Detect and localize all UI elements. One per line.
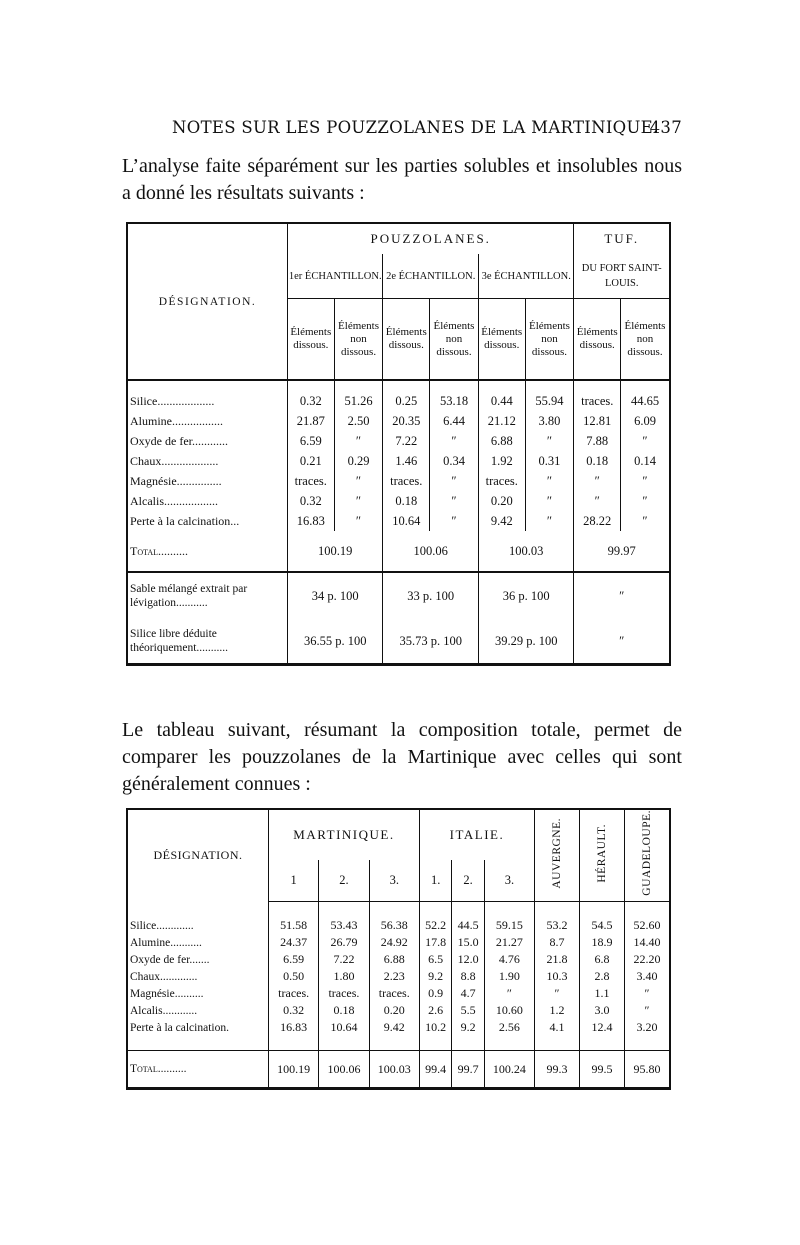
cell-value: 52.60 <box>625 901 671 934</box>
cell-value: traces. <box>574 380 621 411</box>
sable-value: 34 p. 100 <box>288 572 383 619</box>
cell-value: ″ <box>621 471 670 491</box>
cell-value: 56.38 <box>369 901 419 934</box>
guadeloupe-label: GUADELOUPE. <box>641 810 653 896</box>
cell-value: 7.22 <box>319 951 369 968</box>
table-row <box>127 431 670 451</box>
cell-value: 21.8 <box>535 951 580 968</box>
cell-value: 3.20 <box>625 1019 671 1051</box>
total-label: Total.......... <box>127 531 288 572</box>
cell-value: 0.14 <box>621 451 670 471</box>
cell-value: 24.92 <box>369 934 419 951</box>
cell-value: 54.5 <box>580 901 625 934</box>
total-value: 99.7 <box>452 1051 484 1089</box>
cell-value: 15.0 <box>452 934 484 951</box>
total-value: 100.03 <box>478 531 573 572</box>
row-label: Alumine........... <box>127 934 269 951</box>
total-composition-table <box>126 808 671 1090</box>
cell-value: 7.88 <box>574 431 621 451</box>
silice-libre-value: 35.73 p. 100 <box>383 619 478 665</box>
row-label: Chaux............. <box>127 968 269 985</box>
col-dissous: Éléments dissous. <box>478 299 525 381</box>
cell-value: traces. <box>369 985 419 1002</box>
cell-value: 52.2 <box>419 901 451 934</box>
cell-value: 3.40 <box>625 968 671 985</box>
table-row <box>127 901 670 934</box>
cell-value: ″ <box>525 431 574 451</box>
cell-value: 0.29 <box>334 451 383 471</box>
cell-value: 55.94 <box>525 380 574 411</box>
row-label: Perte à la calcination... <box>127 511 288 531</box>
running-title: NOTES SUR LES POUZZOLANES DE LA MARTINIQUE. <box>172 118 659 137</box>
row-label: Alcalis............ <box>127 1002 269 1019</box>
italie-sub-1: 1. <box>419 860 451 901</box>
cell-value: ″ <box>334 431 383 451</box>
sample-2-header: 2e ÉCHANTILLON. <box>383 254 478 299</box>
cell-value: 0.20 <box>478 491 525 511</box>
cell-value: 0.9 <box>419 985 451 1002</box>
total-value: 95.80 <box>625 1051 671 1089</box>
row-label: Magnésie............... <box>127 471 288 491</box>
designation-header: DÉSIGNATION. <box>127 809 269 901</box>
table-row <box>127 985 670 1002</box>
cell-value: 0.18 <box>574 451 621 471</box>
silice-libre-value: ″ <box>574 619 670 665</box>
cell-value: ″ <box>625 985 671 1002</box>
total-value: 100.06 <box>319 1051 369 1089</box>
cell-value: ″ <box>621 431 670 451</box>
silice-libre-value: 36.55 p. 100 <box>303 633 367 648</box>
cell-value: 2.50 <box>334 411 383 431</box>
sable-label: Sable mélangé extrait par lévigation........... <box>127 572 288 619</box>
cell-value: 51.58 <box>280 918 308 933</box>
cell-value: 0.20 <box>369 1002 419 1019</box>
cell-value: 10.60 <box>484 1002 534 1019</box>
cell-value: 14.40 <box>625 934 671 951</box>
cell-value: 0.32 <box>299 393 322 408</box>
cell-value: ″ <box>525 471 574 491</box>
soluble-insoluble-table <box>126 222 671 666</box>
table-row <box>127 380 670 411</box>
cell-value: 0.25 <box>383 380 430 411</box>
table-row <box>127 411 670 431</box>
italie-header: ITALIE. <box>419 809 534 860</box>
sable-value: 36 p. 100 <box>478 572 573 619</box>
cell-value: 2.6 <box>419 1002 451 1019</box>
table-row <box>127 451 670 471</box>
tuf-header: TUF. <box>574 223 670 254</box>
cell-value: 2.56 <box>484 1019 534 1051</box>
cell-value: 53.2 <box>535 901 580 934</box>
table-row <box>127 491 670 511</box>
cell-value: 6.88 <box>478 431 525 451</box>
cell-value: 9.2 <box>452 1019 484 1051</box>
cell-value: ″ <box>574 491 621 511</box>
cell-value: ″ <box>525 511 574 531</box>
total-label: Total.......... <box>127 1051 269 1089</box>
cell-value: 16.83 <box>280 1020 308 1035</box>
row-label: Chaux................... <box>127 451 288 471</box>
cell-value: ″ <box>621 511 670 531</box>
cell-value: 12.4 <box>580 1019 625 1051</box>
herault-header <box>580 809 625 901</box>
cell-value: 0.31 <box>525 451 574 471</box>
cell-value: 7.22 <box>383 431 430 451</box>
cell-value: 21.87 <box>296 413 325 428</box>
col-non-dissous: Éléments non dissous. <box>621 299 670 381</box>
cell-value: 8.8 <box>452 968 484 985</box>
cell-value: ″ <box>430 491 479 511</box>
sample-1-header: 1er ÉCHANTILLON. <box>288 254 383 299</box>
cell-value: 0.21 <box>299 453 322 468</box>
martinique-sub-2: 2. <box>319 860 369 901</box>
col-non-dissous: Éléments non dissous. <box>334 299 383 381</box>
cell-value: 9.42 <box>478 511 525 531</box>
sample-3-header: 3e ÉCHANTILLON. <box>478 254 573 299</box>
cell-value: 12.81 <box>574 411 621 431</box>
table-row <box>127 968 670 985</box>
total-value: 100.06 <box>383 531 478 572</box>
cell-value: 1.2 <box>535 1002 580 1019</box>
cell-value: 44.65 <box>621 380 670 411</box>
cell-value: 0.34 <box>430 451 479 471</box>
total-value: 99.5 <box>580 1051 625 1089</box>
cell-value: 9.2 <box>419 968 451 985</box>
cell-value: 20.35 <box>383 411 430 431</box>
cell-value: 10.64 <box>383 511 430 531</box>
cell-value: 6.88 <box>369 951 419 968</box>
cell-value: 24.37 <box>280 935 308 950</box>
cell-value: ″ <box>535 985 580 1002</box>
cell-value: 1.92 <box>478 451 525 471</box>
cell-value: 0.18 <box>319 1002 369 1019</box>
row-label: Perte à la calcination. <box>127 1019 269 1051</box>
row-label: Alcalis.................. <box>127 491 288 511</box>
cell-value: 53.43 <box>319 901 369 934</box>
cell-value: 3.0 <box>580 1002 625 1019</box>
cell-value: traces. <box>294 473 327 488</box>
cell-value: 1.90 <box>484 968 534 985</box>
cell-value: ″ <box>430 431 479 451</box>
cell-value: 28.22 <box>574 511 621 531</box>
cell-value: 6.09 <box>621 411 670 431</box>
cell-value: traces. <box>278 986 310 1001</box>
row-label: Silice............. <box>127 901 269 934</box>
comparison-paragraph: Le tableau suivant, résumant la composition totale, permet de comparer les pouzzolanes de la Martinique avec celles qui sont généralement connues : <box>122 719 682 795</box>
cell-value: ″ <box>525 491 574 511</box>
designation-header: DÉSIGNATION. <box>127 223 288 380</box>
table-row <box>127 1019 670 1051</box>
auvergne-label: AUVERGNE. <box>551 817 563 889</box>
cell-value: traces. <box>478 471 525 491</box>
cell-value: 1.46 <box>383 451 430 471</box>
cell-value: 0.50 <box>283 969 305 984</box>
table-row <box>127 511 670 531</box>
silice-libre-label: Silice libre déduite théoriquement........... <box>127 619 288 665</box>
cell-value: ″ <box>334 511 383 531</box>
cell-value: 18.9 <box>580 934 625 951</box>
row-label: Oxyde de fer............ <box>127 431 288 451</box>
row-label: Alumine................. <box>127 411 288 431</box>
cell-value: 0.44 <box>478 380 525 411</box>
cell-value: 4.1 <box>535 1019 580 1051</box>
cell-value: 59.15 <box>484 901 534 934</box>
page-number: 437 <box>649 118 682 137</box>
cell-value: ″ <box>574 471 621 491</box>
cell-value: ″ <box>334 491 383 511</box>
cell-value: traces. <box>383 471 430 491</box>
cell-value: 53.18 <box>430 380 479 411</box>
cell-value: 17.8 <box>419 934 451 951</box>
cell-value: 21.12 <box>478 411 525 431</box>
cell-value: traces. <box>319 985 369 1002</box>
table-row <box>127 951 670 968</box>
cell-value: 6.5 <box>419 951 451 968</box>
italie-sub-2: 2. <box>452 860 484 901</box>
total-value: 100.19 <box>269 1051 319 1089</box>
cell-value: 5.5 <box>452 1002 484 1019</box>
total-value: 99.3 <box>535 1051 580 1089</box>
col-dissous: Éléments dissous. <box>290 326 332 351</box>
col-non-dissous: Éléments non dissous. <box>525 299 574 381</box>
cell-value: 9.42 <box>369 1019 419 1051</box>
martinique-header: MARTINIQUE. <box>293 827 395 843</box>
cell-value: ″ <box>625 1002 671 1019</box>
cell-value: 2.23 <box>369 968 419 985</box>
table-row <box>127 1002 670 1019</box>
cell-value: 1.80 <box>319 968 369 985</box>
cell-value: 3.80 <box>525 411 574 431</box>
cell-value: ″ <box>484 985 534 1002</box>
row-label: Magnésie.......... <box>127 985 269 1002</box>
cell-value: 21.27 <box>484 934 534 951</box>
cell-value: 0.32 <box>299 493 322 508</box>
cell-value: 10.2 <box>419 1019 451 1051</box>
cell-value: 1.1 <box>580 985 625 1002</box>
cell-value: ″ <box>621 491 670 511</box>
total-value: 100.03 <box>369 1051 419 1089</box>
cell-value: 6.8 <box>580 951 625 968</box>
herault-label: HÉRAULT. <box>596 823 608 883</box>
cell-value: 12.0 <box>452 951 484 968</box>
cell-value: 2.8 <box>580 968 625 985</box>
cell-value: 10.64 <box>319 1019 369 1051</box>
pouzzolanes-header: POUZZOLANES. <box>370 231 491 246</box>
cell-value: 6.44 <box>430 411 479 431</box>
cell-value: 8.7 <box>535 934 580 951</box>
sable-value: 33 p. 100 <box>383 572 478 619</box>
italie-sub-3: 3. <box>484 860 534 901</box>
cell-value: 16.83 <box>296 513 325 528</box>
martinique-sub-3: 3. <box>369 860 419 901</box>
sable-value: ″ <box>574 572 670 619</box>
total-value: 100.24 <box>484 1051 534 1089</box>
auvergne-header <box>535 809 580 901</box>
martinique-sub-1: 1 <box>269 860 319 901</box>
cell-value: ″ <box>430 471 479 491</box>
cell-value: 6.59 <box>283 952 305 967</box>
cell-value: 4.76 <box>484 951 534 968</box>
total-value: 100.19 <box>318 543 353 558</box>
col-dissous: Éléments dissous. <box>574 299 621 381</box>
cell-value: ″ <box>334 471 383 491</box>
cell-value: 4.7 <box>452 985 484 1002</box>
intro-paragraph: L’analyse faite séparément sur les parties solubles et insolubles nous a donné les résultats suivants : <box>122 155 682 204</box>
table-row <box>127 471 670 491</box>
cell-value: 10.3 <box>535 968 580 985</box>
col-non-dissous: Éléments non dissous. <box>430 299 479 381</box>
row-label: Oxyde de fer....... <box>127 951 269 968</box>
cell-value: ″ <box>430 511 479 531</box>
total-value: 99.4 <box>419 1051 451 1089</box>
tuf-sample-header: DU FORT SAINT-LOUIS. <box>574 254 670 299</box>
cell-value: 0.18 <box>383 491 430 511</box>
cell-value: 22.20 <box>625 951 671 968</box>
cell-value: 0.32 <box>283 1003 305 1018</box>
guadeloupe-header <box>625 809 671 901</box>
row-label: Silice................... <box>127 380 288 411</box>
col-dissous: Éléments dissous. <box>383 299 430 381</box>
total-value: 99.97 <box>574 531 670 572</box>
table-row <box>127 934 670 951</box>
cell-value: 26.79 <box>319 934 369 951</box>
cell-value: 51.26 <box>334 380 383 411</box>
cell-value: 6.59 <box>299 433 322 448</box>
silice-libre-value: 39.29 p. 100 <box>478 619 573 665</box>
cell-value: 44.5 <box>452 901 484 934</box>
